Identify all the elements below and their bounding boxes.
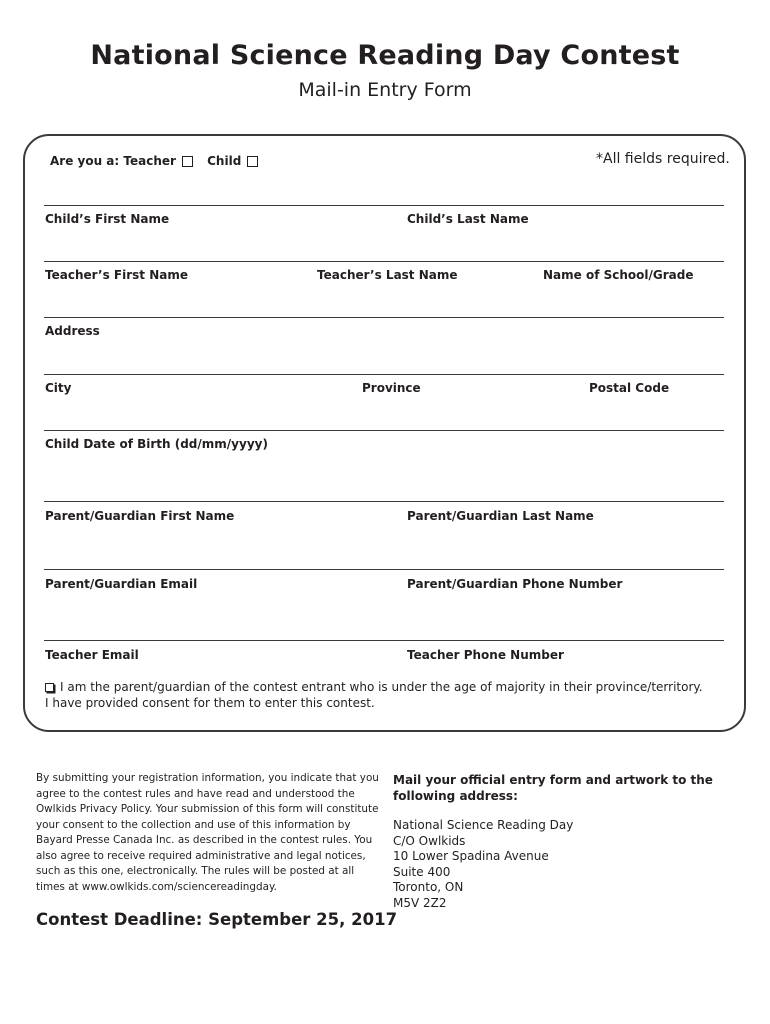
- city-label: City: [45, 381, 72, 395]
- parent-email-label: Parent/Guardian Email: [45, 577, 198, 591]
- parent-phone-label: Parent/Guardian Phone Number: [407, 577, 623, 591]
- address-line: 10 Lower Spadina Avenue: [393, 849, 549, 863]
- parent-last-name-label: Parent/Guardian Last Name: [407, 509, 594, 523]
- province-label: Province: [362, 381, 421, 395]
- address-input-line[interactable]: [44, 317, 724, 318]
- parent-contact-input-line[interactable]: [44, 569, 724, 570]
- role-prompt-label: Are you a: Teacher: [50, 154, 176, 168]
- page-title: National Science Reading Day Contest: [90, 40, 680, 71]
- city-input-line[interactable]: [44, 374, 724, 375]
- role-child-label: Child: [207, 154, 242, 168]
- privacy-disclaimer: By submitting your registration information, you indicate that you agree to the contest rules and have read and understood the Owlkids Privacy Policy. Your submission of this form will constitute your consent to the collection and use of this information by Bayard Presse Canada Inc. as described in the contest rules. You also agree to receive required administrative and legal notices, such as this one, electronically. The rules will be posted at all times at www.owlkids.com/sciencereadingday.: [36, 772, 379, 893]
- consent-statement: [45, 679, 703, 711]
- dob-input-line[interactable]: [44, 430, 724, 431]
- postal-code-label: Postal Code: [589, 381, 670, 395]
- teacher-first-name-label: Teacher’s First Name: [45, 268, 188, 282]
- required-note: *All fields required.: [596, 151, 730, 167]
- mail-instructions-heading: Mail your official entry form and artwork to the following address:: [393, 773, 713, 803]
- address-line: Suite 400: [393, 864, 451, 879]
- school-grade-label: Name of School/Grade: [543, 268, 694, 282]
- page-subtitle: Mail-in Entry Form: [298, 79, 472, 101]
- teacher-checkbox[interactable]: [182, 156, 193, 167]
- consent-checkbox[interactable]: [45, 683, 54, 692]
- address-line: M5V 2Z2: [393, 895, 447, 910]
- consent-line-2: I have provided consent for them to enter this contest.: [45, 696, 375, 710]
- teacher-phone-label: Teacher Phone Number: [407, 648, 564, 662]
- role-selector: [50, 154, 258, 168]
- dob-label: Child Date of Birth (dd/mm/yyyy): [45, 437, 268, 451]
- child-names-input-line[interactable]: [44, 205, 724, 206]
- contest-deadline: Contest Deadline: September 25, 2017: [36, 910, 398, 929]
- teacher-contact-input-line[interactable]: [44, 640, 724, 641]
- address-line: C/O Owlkids: [393, 833, 466, 848]
- parent-names-input-line[interactable]: [44, 501, 724, 502]
- child-last-name-label: Child’s Last Name: [407, 212, 529, 226]
- address-label: Address: [45, 324, 100, 338]
- teacher-email-label: Teacher Email: [45, 648, 139, 662]
- parent-first-name-label: Parent/Guardian First Name: [45, 509, 235, 523]
- address-line: Toronto, ON: [393, 880, 464, 894]
- consent-line-1: I am the parent/guardian of the contest entrant who is under the age of majority in their province/territory.: [60, 680, 703, 694]
- teacher-last-name-label: Teacher’s Last Name: [317, 268, 458, 282]
- teacher-names-input-line[interactable]: [44, 261, 724, 262]
- mailing-address: [393, 818, 573, 911]
- child-checkbox[interactable]: [247, 156, 258, 167]
- address-line: National Science Reading Day: [393, 818, 574, 832]
- child-first-name-label: Child’s First Name: [45, 212, 170, 226]
